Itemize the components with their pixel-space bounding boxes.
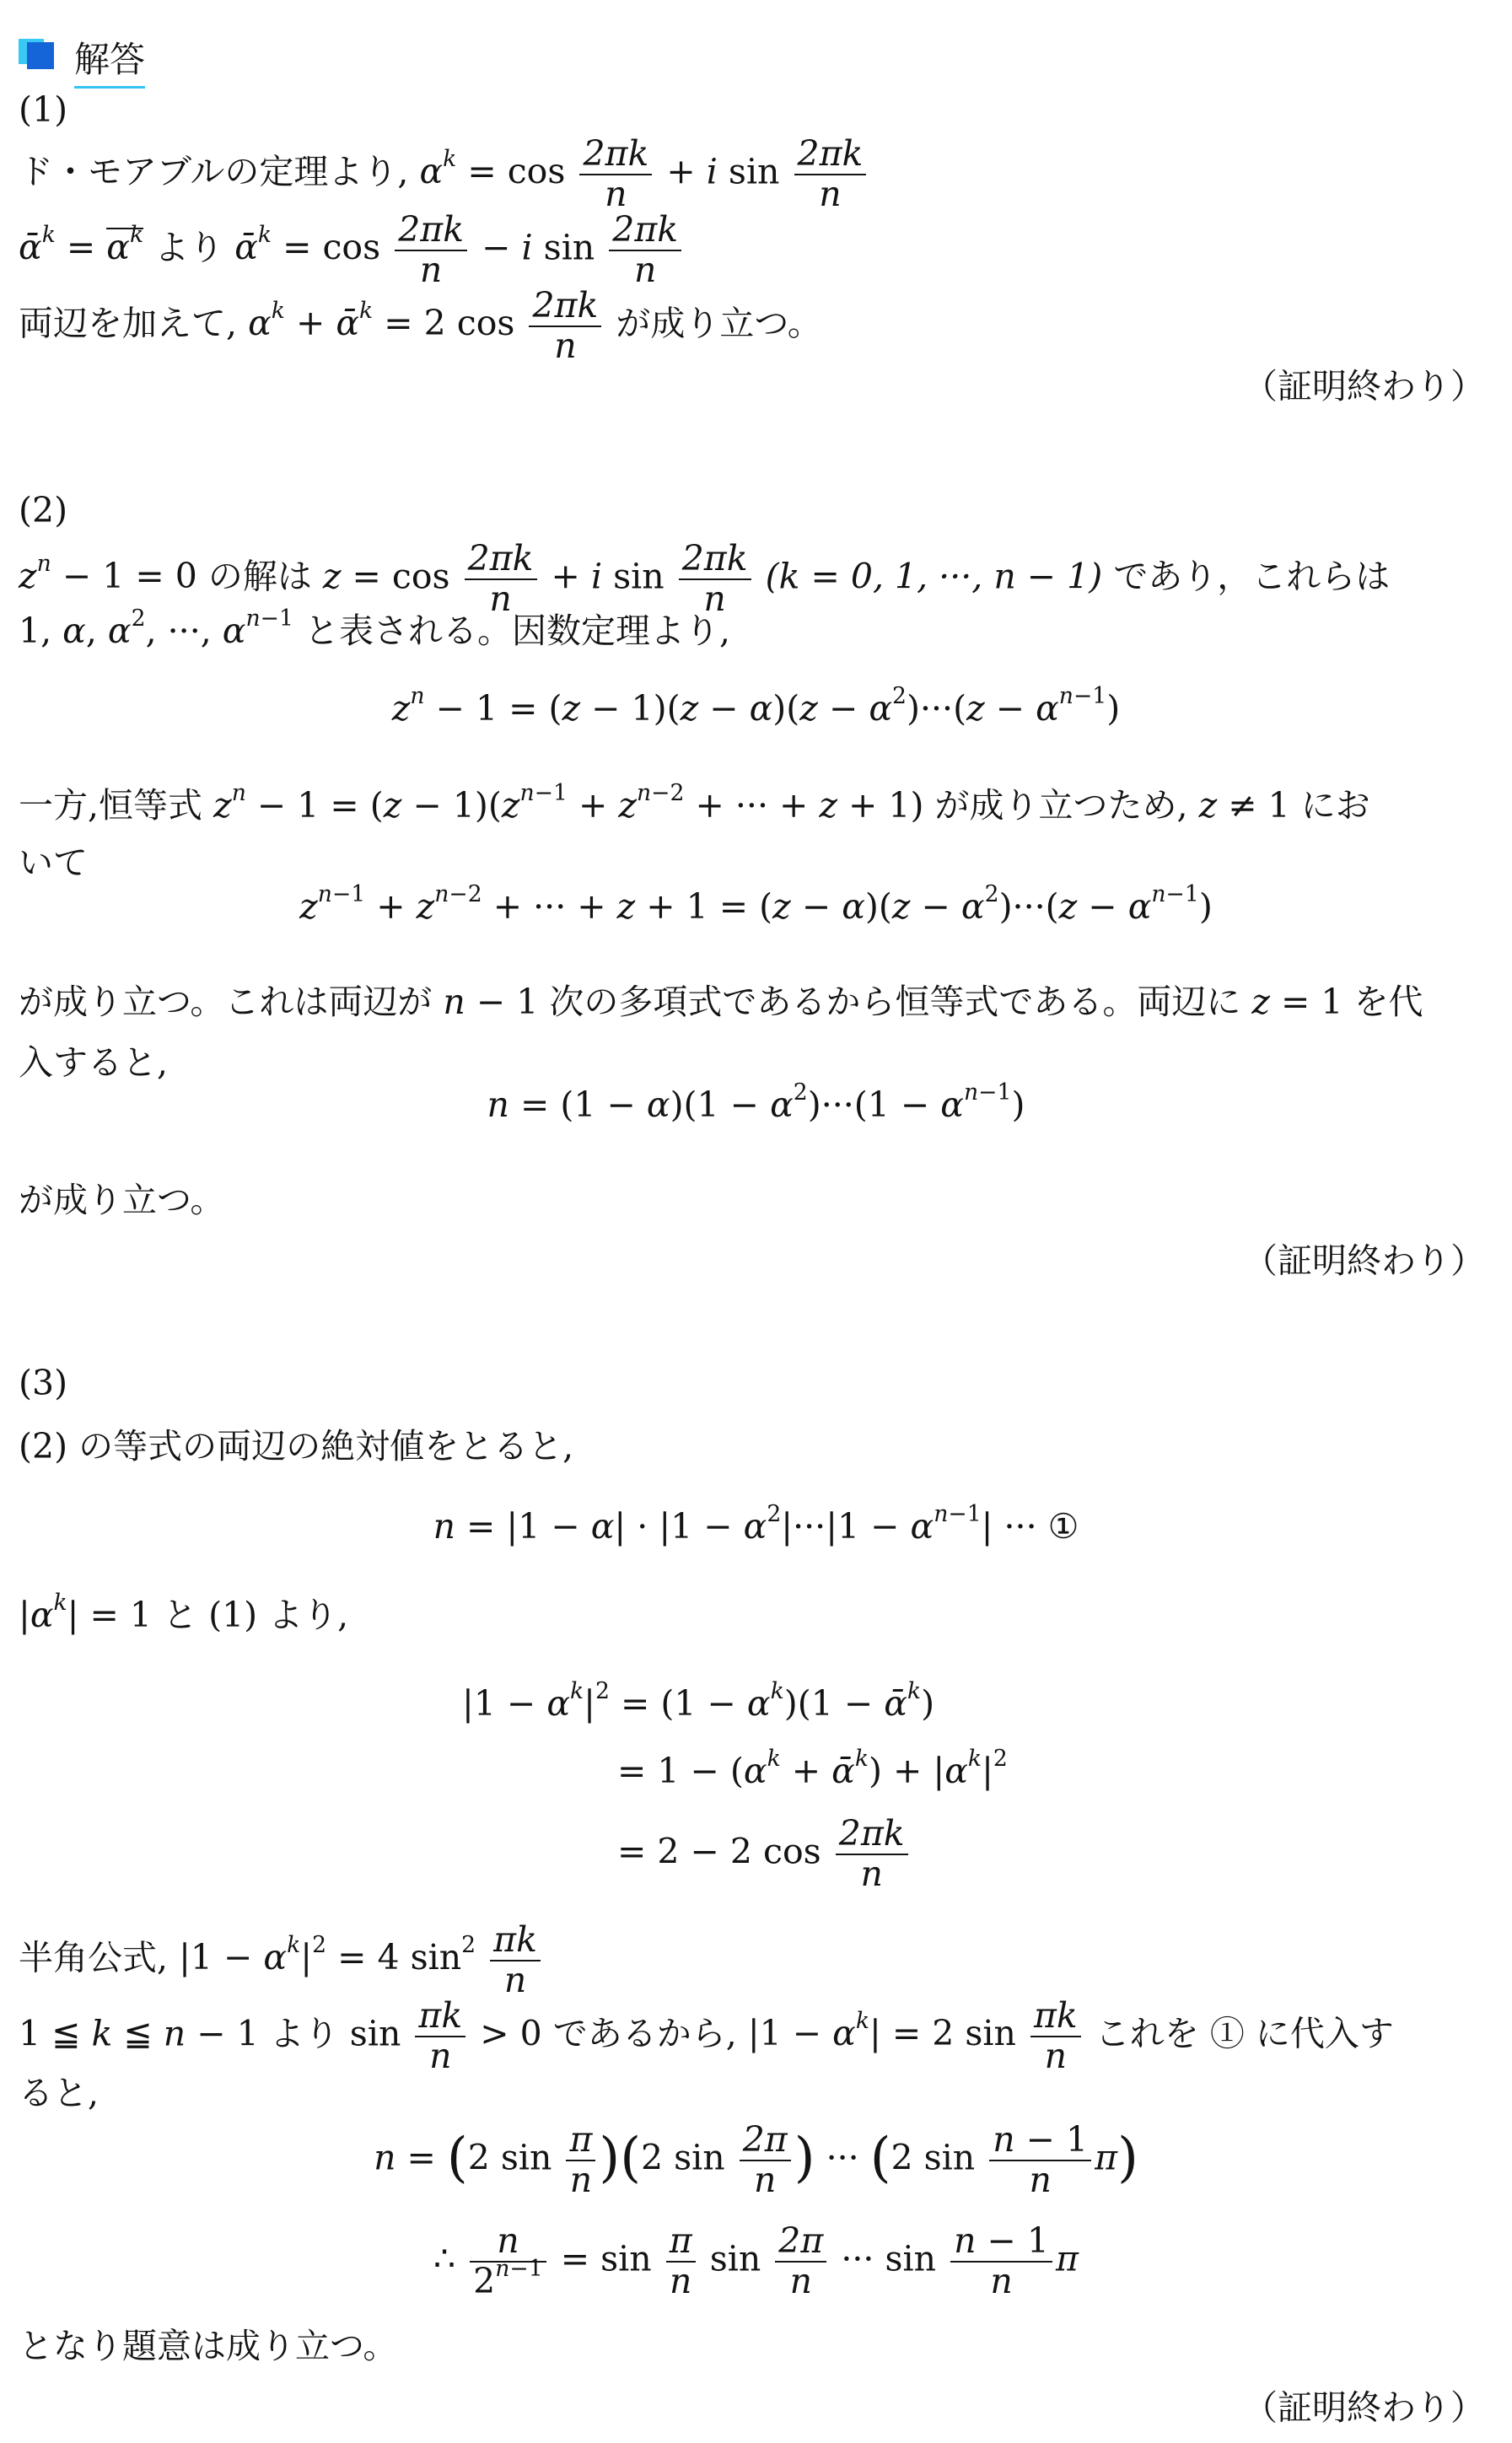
part1-line1: ド・モアブルの定理より, $\alpha^k = \cos$ $\frac{2\pi k}{n}$ + i sin $\frac{2\pi k}{n}$ [19,135,869,214]
part1-label: (1) [19,89,68,130]
part2-line2: 1, α, $\alpha^2$, ···, $\alpha^{n-1}$ と表される。因数定理より, [19,605,731,651]
part2-line1-no-kai: の解は [207,556,312,597]
part2-line1-end: であり，これらは [1113,556,1391,597]
part3-align1: $|1 - \alpha^k|^2 = (1 - \alpha^k)(1$ − ᾱ$^k$) [462,1678,935,1724]
part3-line3: $|\alpha^k| = 1$ と (1) より, [19,1590,349,1635]
part2-qed: （証明終わり） [1243,1240,1485,1281]
part2-line7-c: を代 [1353,982,1423,1022]
part2-line7-a: が成り立つ。これは両辺が [19,982,433,1022]
part3-line7-text: 半角公式, [19,1937,169,1978]
part3-label: (3) [19,1363,68,1403]
part1-line2: ᾱ$^k$ = $\alpha^k$ より ᾱ$^k$ = cos $\frac{2\pi k}{n}$ − i sin $\frac{2\pi k}{n}$ [19,211,685,290]
part2-label: (2) [19,490,68,530]
part2-k-range: (k = 0, 1, ···, n − 1) [765,556,1103,597]
part1-line3: 両辺を加えて, $\alpha^k$ + ᾱ$^k$ = 2 cos $\frac{2\pi k}{n}$ が成り立つ。 [19,285,822,366]
part3-product-eq: n = (2 sin $\frac{\pi}{n}$ )(2 sin $\frac{2\pi}{n}$ ) ··· (2 sin $\frac{n - 1}{n}$ π) [374,2119,1138,2200]
part2-line7: が成り立つ。これは両辺が n − 1 次の多項式であるから恒等式である。両辺に z = 1 を代 [19,982,1423,1022]
part3-line12: となり題意は成り立つ。 [19,2326,398,2366]
part1-qed: （証明終わり） [1243,366,1485,406]
page-title: 解答 [74,32,145,89]
part2-line7-b: 次の多項式であるから恒等式である。両辺に [549,982,1241,1022]
part3-align2: = $1 - (\alpha^k$ + ᾱ$^k$) + $|\alpha^k|^2$ [617,1746,1008,1791]
part3-line8-dearu: であるから, [552,2013,737,2054]
part3-line7: 半角公式, $|1 - \alpha^k|^2 = 4$ $\sin^2$ $\frac{\pi k}{n}$ [19,1921,544,2000]
part3-line1: (2) の等式の両辺の絶対値をとると, [19,1426,574,1466]
part1-line2-yori: より [154,227,224,268]
part3-final-eq: ∴ $\frac{n}{2^{n-1}}$ = sin $\frac{\pi}{n}$ sin $\frac{2\pi}{n}$ ··· sin $\frac{n - 1}{n}$ π [433,2220,1079,2301]
part2-n-eq: $n = (1 - \alpha)(1 - \alpha^2)\cdot\cdot\cdot(1 - \alpha^{n-1})$ [487,1079,1025,1125]
part3-line9: ると, [19,2073,100,2113]
part2-line2-text: と表される。因数定理より, [304,611,731,651]
part2-poly-eq: $z^{n-1} + z^{n-2}$ + ··· + $z + 1 = (z - \alpha)(z - \alpha^2)\cdot\cdot\cdot(z - \alpha^{n-1})$ [299,881,1213,927]
part1-line1-text: ド・モアブルの定理より, [19,151,409,192]
part2-line4: 一方,恒等式 $z^n - 1 = (z - 1)(z^{n-1} + z^{n-2}$ + ··· + z + 1) が成り立つため, z ≠ 1 にお [19,780,1370,826]
part3-line8: 1 ≦ k ≦ n − 1 より sin $\frac{\pi k}{n}$ > 0 であるから, $|1 - \alpha^k| = 2$ sin $\frac{\pi k}{n}$ これを ① に代入す [19,1995,1394,2076]
part3-line3-to: と [163,1595,198,1635]
part2-line10: が成り立つ。 [19,1180,225,1220]
part2-line4-text: 一方,恒等式 [19,785,203,826]
square-icon [19,35,57,69]
part3-align3: = 2 − 2 cos $\frac{2\pi k}{n}$ [617,1815,912,1894]
part3-abs-eq: $n = |1 - \alpha| \cdot |1 - \alpha^2|\cdot\cdot\cdot|1 - \alpha^{n-1}|$ ··· ① [433,1501,1079,1547]
part1-line3-end: が成り立つ。 [616,303,822,344]
part2-line4-mid: が成り立つため, [934,785,1188,826]
part2-line8: 入すると, [19,1042,169,1083]
part3-line8-yori: より [269,2013,339,2054]
part3-qed: （証明終わり） [1243,2387,1485,2428]
part1-line3-text: 両辺を加えて, [19,303,238,344]
circled-one: ① [1047,1506,1079,1547]
part3-line3-yori: より, [268,1595,349,1635]
part2-line5: いて [19,842,88,883]
part2-line1: $z^n - 1 = 0$ の解は z = cos $\frac{2\pi k}{n}$ + i sin $\frac{2\pi k}{n}$ (k = 0, 1, ···, n − 1) であり，これらは [19,538,1391,619]
part2-factor-eq: $z^n - 1 = (z - 1)(z - \alpha)(z - \alpha^2)\cdot\cdot\cdot(z - \alpha^{n-1})$ [391,683,1121,729]
part3-line8-end: これを ① に代入す [1095,2013,1394,2054]
